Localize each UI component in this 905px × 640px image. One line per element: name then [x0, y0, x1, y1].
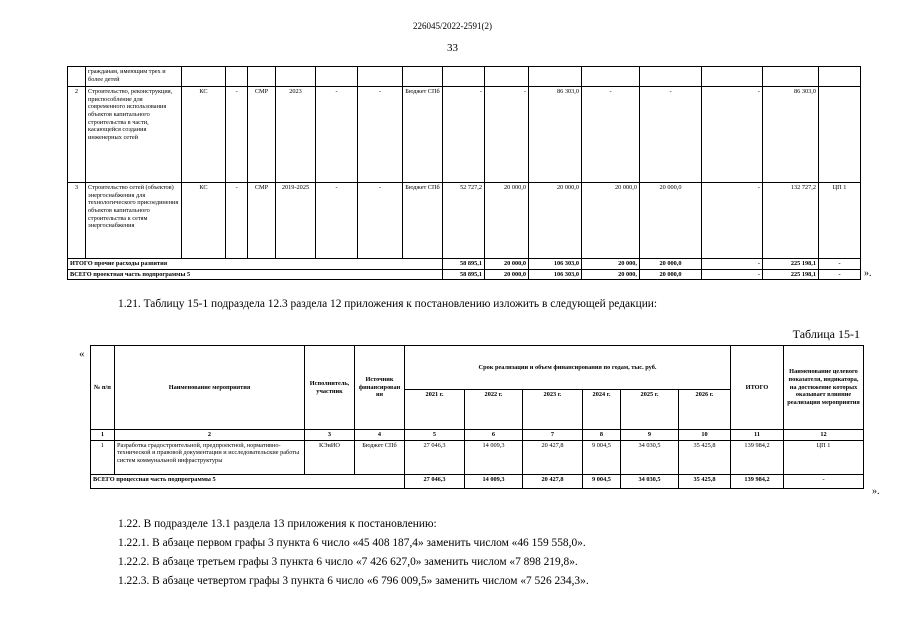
document-number: 226045/2022-2591(2) [413, 21, 492, 31]
header-target: Наименование целевого показателя, индикатора, на достижение которых оказывает влияние реализация мероприятия [784, 346, 864, 430]
event-name: Разработка градостроительной, предпроектной, нормативно-технической и правовой документации и исследовательские работы систем коммунальной инфраструктуры [115, 440, 305, 474]
row-total: 86 303,0 [763, 87, 819, 183]
header-year: 2022 г. [465, 390, 523, 430]
project-expenses-table [67, 66, 861, 280]
header-executor: Исполнитель, участник [305, 346, 355, 430]
paragraph-1-22-1: 1.22.1. В абзаце первом графы 3 пункта 6 число «45 408 187,4» заменить числом «46 159 558,0». [118, 537, 586, 549]
header-year: 2021 г. [405, 390, 465, 430]
grand-total-row: ВСЕГО процессная часть подпрограммы 5 27 046,3 14 009,3 20 427,8 9 004,5 34 030,5 35 425,8 139 984,2 - [91, 474, 864, 488]
table-row: 2 Строительство, реконструкция, приспособление для современного использования объектов капитального строительства в части, касающейся создания инженерных сетей КС - СМР 2023 - - Бюджет СПб - - 86 303,0 - - - 86 303,0 [68, 87, 861, 183]
period: 2019-2025 [276, 183, 316, 259]
row-number: 2 [68, 87, 86, 183]
header-period: Срок реализации и объем финансирования по годам, тыс. руб. [405, 346, 731, 390]
executor: КС [182, 183, 226, 259]
event-name: Строительство, реконструкция, приспособление для современного использования объектов капитального строительства в части, касающейся создания инженерных сетей [86, 87, 182, 183]
period: 2023 [276, 87, 316, 183]
row-total: 132 727,2 [763, 183, 819, 259]
header-year: 2024 г. [583, 390, 621, 430]
funding-source: Бюджет СПб [355, 440, 405, 474]
opening-quote: « [79, 348, 85, 360]
header-source: Источник финансирования [355, 346, 405, 430]
header-year: 2023 г. [523, 390, 583, 430]
header-year: 2026 г. [679, 390, 731, 430]
header-total: ИТОГО [731, 346, 784, 430]
target-indicator: ЦП 1 [819, 183, 861, 259]
table-row: 1 Разработка градостроительной, предпроектной, нормативно-технической и правовой документации и исследовательские работы систем коммунальной инфраструктуры КЭиИО Бюджет СПб 27 046,3 14 009,3 20 427,8 9 004,5 34 030,5 35 425,8 139 984,2 ЦП 1 [91, 440, 864, 474]
header-name: Наименование мероприятия [115, 346, 305, 430]
grand-total-row: ВСЕГО проектная часть подпрограммы 5 58 895,1 20 000,0 106 303,0 20 000, 20 000,0 - 225 198,1 - [68, 269, 861, 280]
subtotal-label: ИТОГО прочие расходы развития [68, 259, 443, 270]
paragraph-1-22: 1.22. В подразделе 13.1 раздела 13 приложения к постановлению: [118, 518, 437, 530]
column-numbers-row: 1 2 3 4 5 6 7 8 9 10 11 12 [91, 430, 864, 441]
row-number: 1 [91, 440, 115, 474]
work-type: СМР [248, 183, 276, 259]
table-row [68, 67, 861, 87]
work-type: СМР [248, 87, 276, 183]
grand-total-label: ВСЕГО проектная часть подпрограммы 5 [68, 269, 443, 280]
row-number [68, 67, 86, 87]
executor: КЭиИО [305, 440, 355, 474]
table-15-1 [90, 345, 864, 489]
header-no: № п/п [91, 346, 115, 430]
target-indicator: ЦП 1 [784, 440, 864, 474]
table-caption: Таблица 15-1 [792, 327, 860, 341]
row-number: 3 [68, 183, 86, 259]
event-name: гражданам, имеющим трех и более детей [86, 67, 182, 87]
closing-quote: ». [864, 268, 872, 279]
paragraph-1-21: 1.21. Таблицу 15-1 подраздела 12.3 раздела 12 приложения к постановлению изложить в следующей редакции: [118, 298, 658, 310]
event-name: Строительство сетей (объектов) энергоснабжения для технологического присоединения объектов капитального строительства к сетям энергоснабжения [86, 183, 182, 259]
paragraph-1-22-2: 1.22.2. В абзаце третьем графы 3 пункта 6 число «7 426 627,0» заменить числом «7 898 219,8». [118, 556, 578, 568]
subtotal-row: ИТОГО прочие расходы развития 58 895,1 20 000,0 106 303,0 20 000, 20 000,0 - 225 198,1 - [68, 259, 861, 270]
grand-total-label: ВСЕГО процессная часть подпрограммы 5 [91, 474, 405, 488]
executor: КС [182, 87, 226, 183]
page-number: 33 [447, 42, 458, 54]
closing-quote: ». [872, 486, 880, 497]
table-row: 3 Строительство сетей (объектов) энергоснабжения для технологического присоединения объектов капитального строительства к сетям энергоснабжения КС - СМР 2019-2025 - - Бюджет СПб 52 727,2 20 000,0 20 000,0 20 000,0 20 000,0 - 132 727,2 ЦП 1 [68, 183, 861, 259]
funding-source: Бюджет СПб [403, 87, 443, 183]
header-year: 2025 г. [621, 390, 679, 430]
funding-source: Бюджет СПб [403, 183, 443, 259]
row-total: 139 984,2 [731, 440, 784, 474]
paragraph-1-22-3: 1.22.3. В абзаце четвертом графы 3 пункта 6 число «6 796 009,5» заменить числом «7 526 234,3». [118, 575, 589, 587]
